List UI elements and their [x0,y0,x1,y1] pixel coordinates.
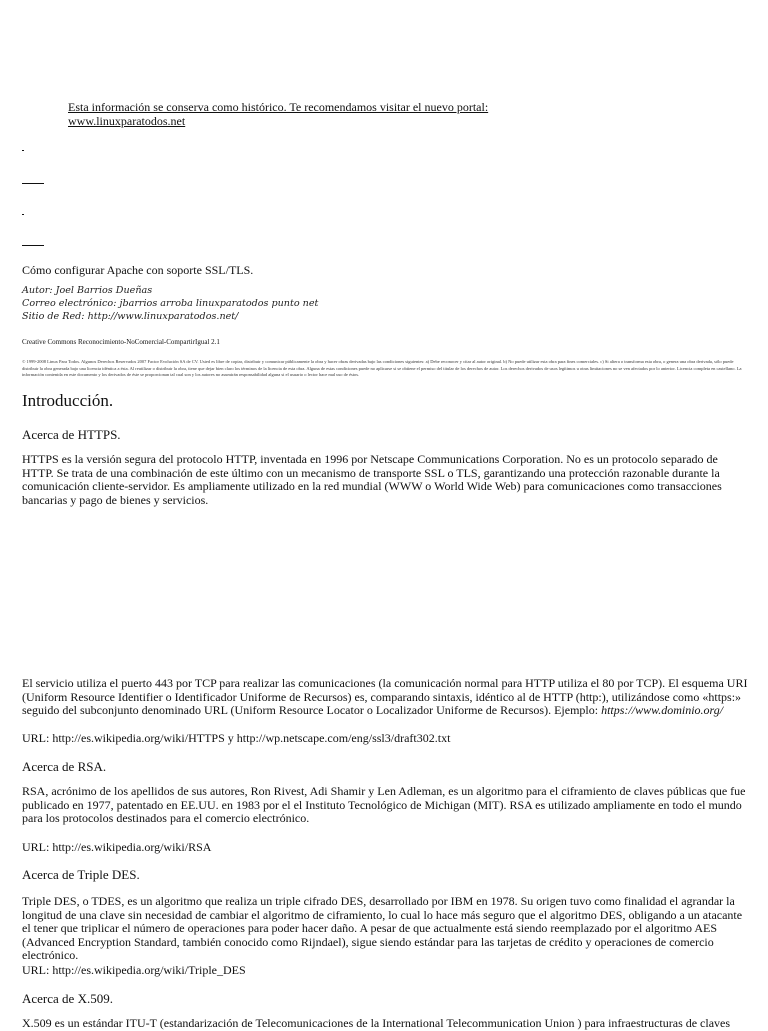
service-text: El servicio utiliza el puerto 443 por TCP para realizar las comunicaciones (la comunicación normal para HTTP utiliza el 80 por TCP). El esquema URI (Uniform Resource Identifier o Identificador Uniforme de Recursos) es, comparando sintaxis, idéntico al de HTTP (http:), utilizándose como «https:» seguido del subconjunto denominado URL (Uniform Resource Locator o Localizador Uniforme de Recursos). Ejemplo: [22,676,748,717]
x509-paragraph: X.509 es un estándar ITU-T (estandarización de Telecomunicaciones de la International Telecommunication Union ) para infraestructuras de claves [22,1016,731,1030]
rsa-heading: Acerca de RSA. [22,759,107,774]
x509-heading: Acerca de X.509. [22,991,113,1006]
anchor-mark [22,214,24,215]
https-heading: Acerca de HTTPS. [22,427,121,442]
site-line: Sitio de Red: http://www.linuxparatodos.net/ [22,311,239,323]
https-paragraph: HTTPS es la versión segura del protocolo HTTP, inventada en 1996 por Netscape Communications Corporation. No es un protocolo separado de HTTP. Se trata de una combinación de este último con un mecanismo de transporte SSL o TLS, garantizando una protección razonable durante la comunicación cliente-servidor. Es ampliamente utilizado en la red mundial (WWW o World Wide Web) para comunicaciones como transacciones bancarias y pago de bienes y servicios. [22,452,722,507]
divider-line [22,245,44,246]
legal-text: © 1999-2008 Linux Para Todos. Algunos Derechos Reservados 2007 Factor Evolución SA de CV. Usted es libre de copiar, distribuir y comunicar públicamente la obra y hacer obras derivadas bajo las condiciones siguientes: a) Debe reconocer y citar al autor original. b) No puede utilizar esta obra para fines comerciales. c) Si altera o transforma esta obra, o genera una obra derivada, sólo puede distribuir la obra generada bajo una licencia idéntica a ésta. Al reutilizar o distribuir la obra, tiene que dejar bien claro los términos de la licencia de esta obra. Alguna de estas condiciones puede no aplicarse si se obtiene el permiso del titular de los derechos de autor. Los derechos derivados de usos legítimos u otras limitaciones no se ven afectados por lo anterior. Licencia completa en castellano. La información contenida en este documento y los derivados de éste se proporcionan tal cual son y los autores no asumirán responsabilidad alguna si el usuario o lector hace mal uso de éstos. [22,359,742,378]
divider-line [22,183,44,184]
des-heading: Acerca de Triple DES. [22,867,140,882]
notice-text[interactable]: Esta información se conserva como histórico. Te recomendamos visitar el nuevo portal: [68,100,489,114]
service-paragraph [22,677,750,718]
author-block [22,284,318,324]
anchor-mark [22,150,24,151]
author-line: Autor: Joel Barrios Dueñas [22,285,153,296]
des-url: URL: http://es.wikipedia.org/wiki/Triple_DES [22,963,246,977]
https-url: URL: http://es.wikipedia.org/wiki/HTTPS y http://wp.netscape.com/eng/ssl3/draft302.txt [22,731,451,745]
document-title: Cómo configurar Apache con soporte SSL/TLS. [22,263,254,277]
email-line: Correo electrónico: jbarrios arroba linuxparatodos punto net [22,298,319,310]
rsa-paragraph: RSA, acrónimo de los apellidos de sus autores, Ron Rivest, Adi Shamir y Len Adleman, es un algoritmo para el ciframiento de claves públicas que fue publicado en 1977, patentado en EE.UU. en 1983 por el el Instituto Tecnológico de Michigan (MIT). RSA es utilizado ampliamente en todo el mundo para los protocolos destinados para el comercio electrónico. [22,784,746,825]
license-name: Creative Commons Reconocimiento-NoComercial-CompartirIgual 2.1 [22,338,220,346]
historic-notice[interactable] [68,101,498,128]
portal-link[interactable]: www.linuxparatodos.net [68,113,186,128]
des-paragraph: Triple DES, o TDES, es un algoritmo que realiza un triple cifrado DES, desarrollado por IBM en 1978. Su origen tuvo como finalidad el agrandar la longitud de una clave sin necesidad de cambiar el algoritmo de ciframiento, lo cual lo hace más seguro que el algoritmo DES, obligando a un atacante el tener que triplicar el número de operaciones para poder hacer daño. A pesar de que actualmente está siendo reemplazado por el algoritmo AES (Advanced Encryption Standard, también conocido como Rijndael), sigue siendo estándar para las tarjetas de crédito y operaciones de comercio electrónico. [22,894,743,962]
section-heading: Introducción. [22,391,114,410]
rsa-url: URL: http://es.wikipedia.org/wiki/RSA [22,840,212,854]
example-url: https://www.dominio.org/ [601,703,724,717]
